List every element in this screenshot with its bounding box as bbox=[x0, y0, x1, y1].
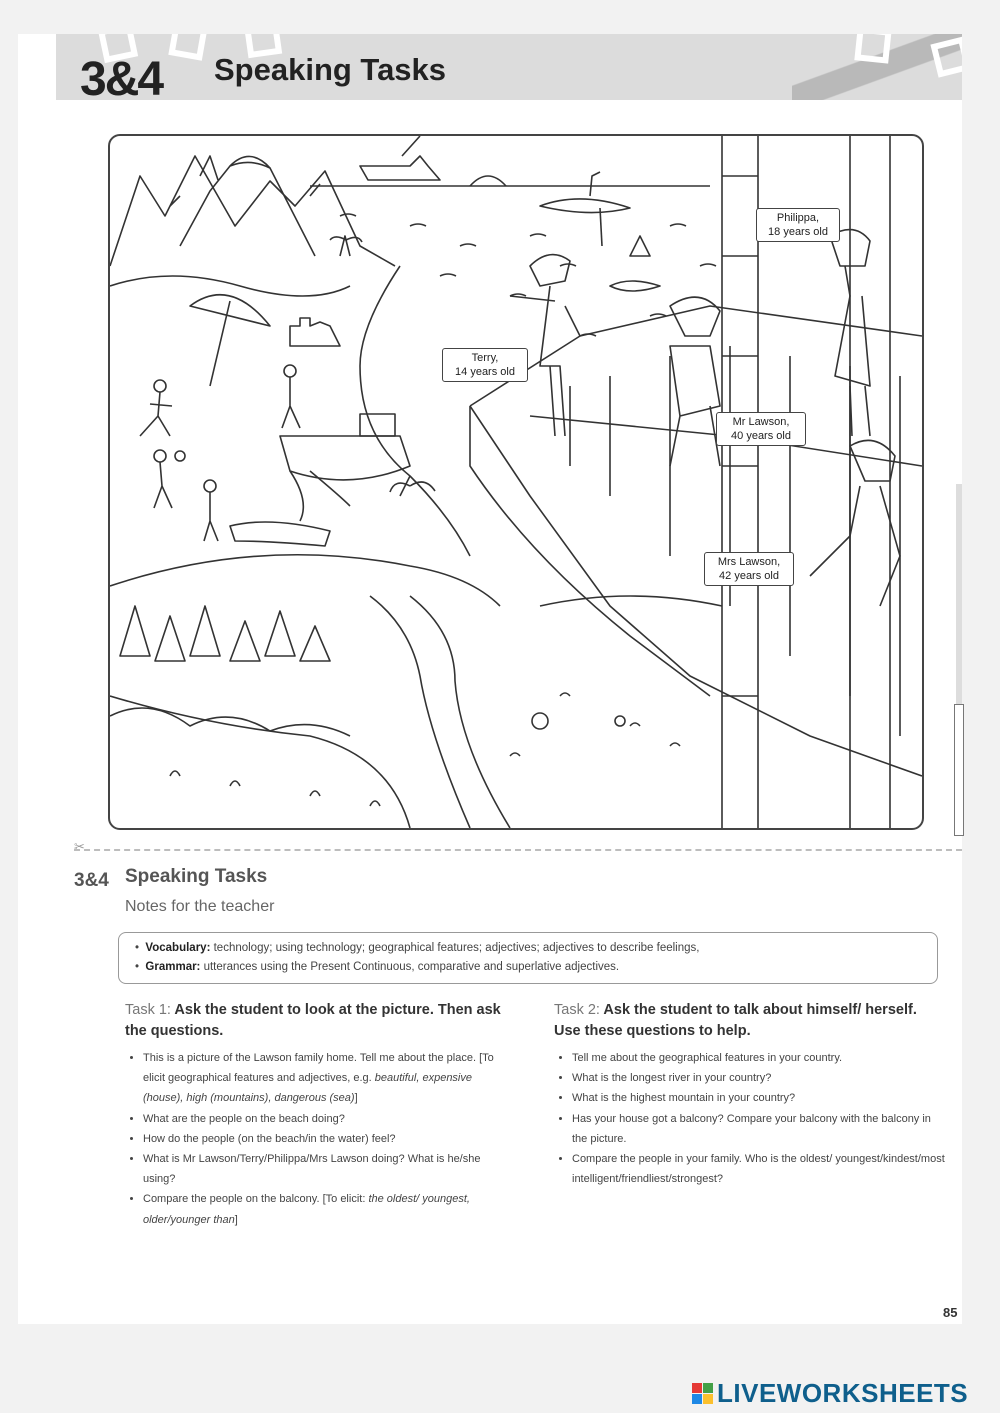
watermark-text: LIVEWORKSHEETS bbox=[717, 1377, 969, 1408]
section-title: Speaking Tasks bbox=[125, 866, 268, 887]
side-strip-box bbox=[954, 704, 964, 836]
lawson-family-illustration bbox=[108, 134, 924, 830]
grammar-note: • Grammar: utterances using the Present Continuous, comparative and superlative adjectives. bbox=[135, 961, 620, 973]
teacher-notes-box bbox=[118, 932, 938, 984]
section-subtitle: Notes for the teacher bbox=[125, 898, 275, 915]
task-1-heading: Task 1: Ask the student to look at the picture. Then ask the questions. bbox=[125, 1002, 501, 1039]
vocabulary-note: • Vocabulary: technology; using technology; geographical features; adjectives; adjectives to describe feelings, bbox=[135, 942, 700, 954]
list-item: • Compare the people in your family. Who is the oldest/ youngest/kindest/most intelligent/friendliest/strongest? bbox=[572, 1149, 946, 1189]
label-terry: Terry, 14 years old bbox=[442, 348, 528, 382]
list-item: • What is the longest river in your country? bbox=[572, 1068, 946, 1088]
header-number: 3&4 bbox=[80, 53, 163, 106]
liveworksheets-watermark[interactable] bbox=[692, 1377, 969, 1408]
task-2 bbox=[554, 1000, 946, 1189]
label-mr-lawson: Mr Lawson, 40 years old bbox=[716, 412, 806, 446]
list-item: • Tell me about the geographical features in your country. bbox=[572, 1048, 946, 1068]
task-2-heading: Task 2: Ask the student to talk about himself/ herself. Use these questions to help. bbox=[554, 1002, 917, 1039]
cut-line bbox=[74, 849, 962, 851]
header-bar bbox=[56, 34, 962, 100]
task-1-questions bbox=[125, 1048, 505, 1230]
label-philippa: Philippa, 18 years old bbox=[756, 208, 840, 242]
list-item: • What are the people on the beach doing? bbox=[143, 1109, 505, 1129]
list-item: • Has your house got a balcony? Compare your balcony with the balcony in the picture. bbox=[572, 1109, 946, 1149]
list-item: • How do the people (on the beach/in the water) feel? bbox=[143, 1129, 505, 1149]
decor-square bbox=[168, 34, 207, 61]
list-item: • Compare the people on the balcony. [To elicit: the oldest/ youngest, older/younger than] bbox=[143, 1189, 505, 1229]
scissors-icon: ✂ bbox=[74, 839, 85, 854]
page-number: 85 bbox=[943, 1305, 958, 1320]
list-item: • This is a picture of the Lawson family home. Tell me about the place. [To elicit geographical features and adjectives, e.g. beautiful, expensive (house), high (mountains), dangerous (sea)] bbox=[143, 1048, 505, 1109]
list-item: • What is Mr Lawson/Terry/Philippa/Mrs Lawson doing? What is he/she using? bbox=[143, 1149, 505, 1189]
task-2-questions bbox=[554, 1048, 946, 1189]
list-item: • What is the highest mountain in your country? bbox=[572, 1088, 946, 1108]
decor-square bbox=[854, 34, 891, 64]
worksheet-page bbox=[18, 34, 962, 1324]
liveworksheets-logo-icon bbox=[692, 1383, 713, 1404]
task-1 bbox=[125, 1000, 505, 1230]
section-number: 3&4 bbox=[74, 870, 109, 891]
label-mrs-lawson: Mrs Lawson, 42 years old bbox=[704, 552, 794, 586]
header-title: Speaking Tasks bbox=[214, 52, 447, 87]
